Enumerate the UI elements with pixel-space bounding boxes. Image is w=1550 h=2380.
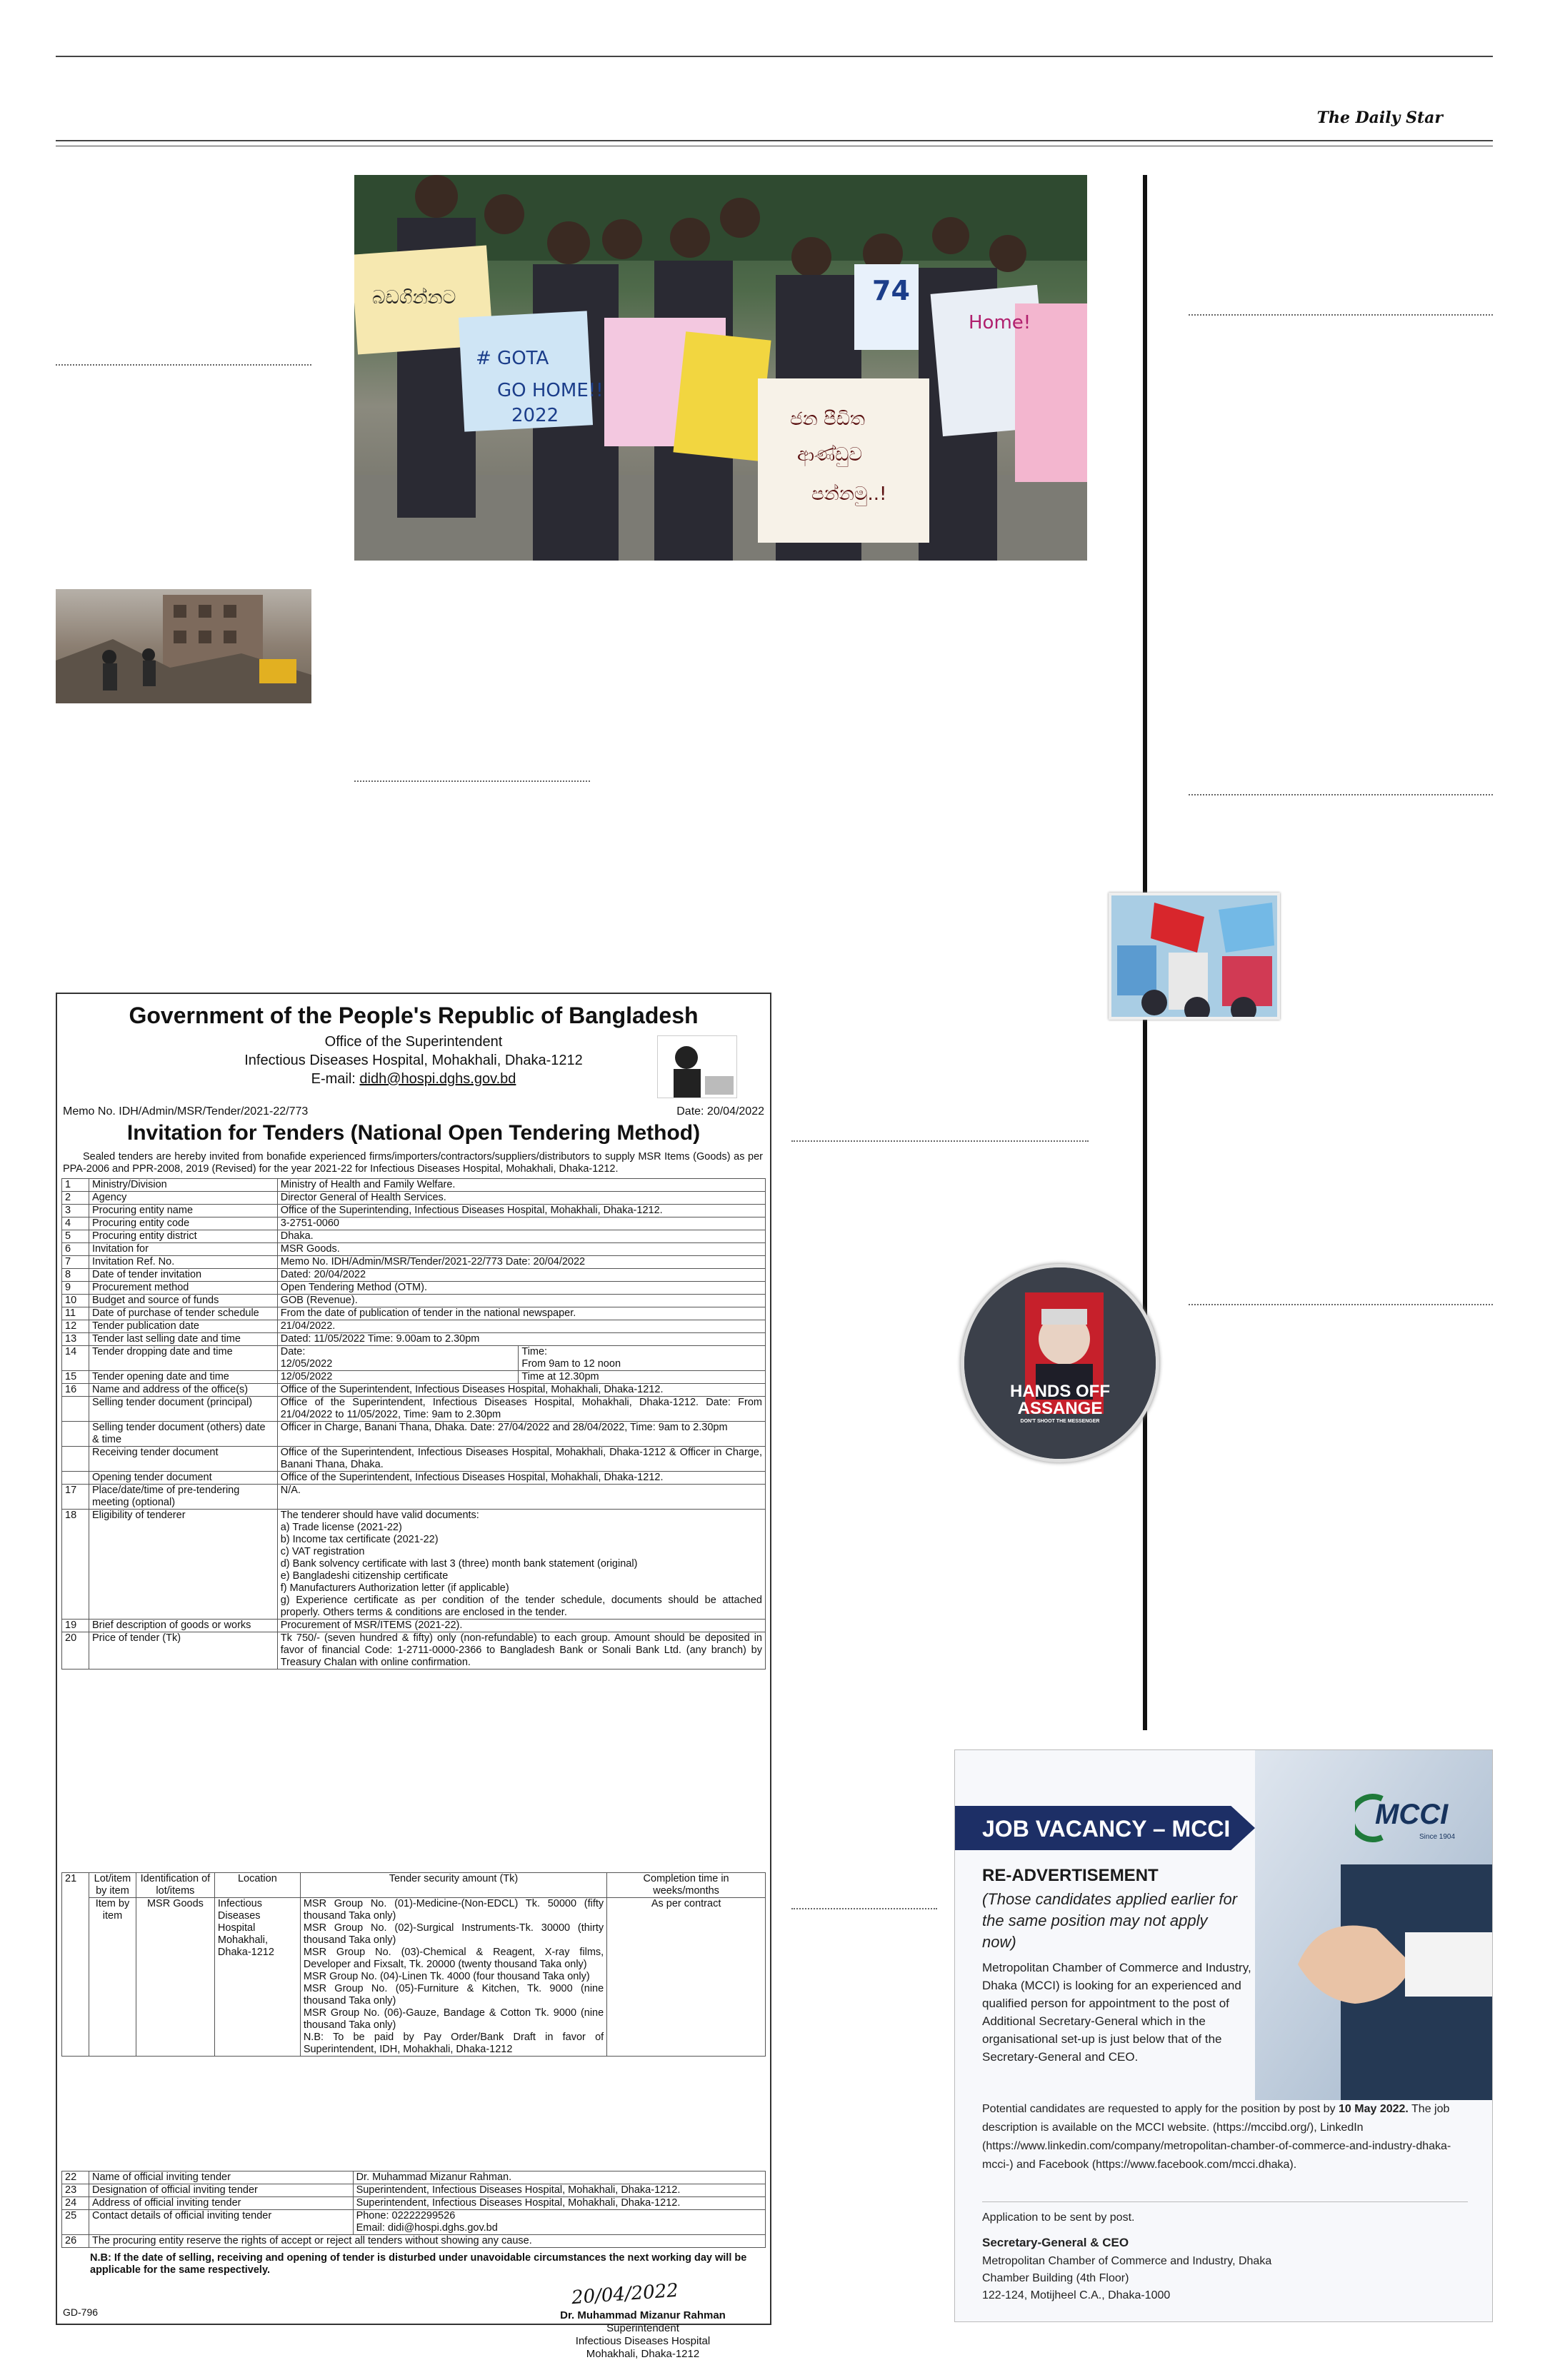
tender-table [61, 1178, 766, 1669]
placard-text: 2022 [511, 405, 559, 426]
apply-to: Secretary-General & CEO [982, 2236, 1129, 2249]
cell-label: Opening tender document [89, 1472, 277, 1485]
mcci-logo-text: MCCI [1375, 1799, 1449, 1830]
table-row [62, 1243, 766, 1256]
flags-photo [1109, 893, 1280, 1020]
tender-title: Invitation for Tenders (National Open Tendering Method) [126, 1121, 701, 1145]
col-header: Identification of lot/items [136, 1873, 214, 1898]
tender-hospital: Infectious Diseases Hospital, Mohakhali, Dhaka-1212 [244, 1053, 583, 1068]
security-line: MSR Group No. (04)-Linen Tk. 4000 (four thousand Taka only) [303, 1971, 590, 1982]
cell-label: Invitation for [89, 1243, 277, 1256]
table-row [62, 1320, 766, 1333]
tender-security-table [61, 1872, 766, 2057]
cell-no: 26 [62, 2235, 89, 2248]
table-row [62, 1230, 766, 1243]
cell-label: Date of tender invitation [89, 1269, 277, 1282]
cell-no: 11 [62, 1307, 89, 1320]
cell-value: Dated: 11/05/2022 Time: 9.00am to 2.30pm [277, 1333, 765, 1346]
eligibility-line: a) Trade license (2021-22) [280, 1522, 402, 1533]
table-row [62, 2197, 766, 2210]
cell-value: Office of the Superintending, Infectious Diseases Hospital, Mohakhali, Dhaka-1212. [277, 1205, 765, 1217]
job-vacancy-ad [954, 1749, 1493, 2322]
mcci-since: Since 1904 [1419, 1833, 1456, 1841]
cell-value: Time at 12.30pm [519, 1371, 766, 1384]
cell-no: 10 [62, 1295, 89, 1307]
tender-official-table [61, 2171, 766, 2248]
table-row [62, 1485, 766, 1510]
table-row [62, 2210, 766, 2235]
cell-no: 8 [62, 1269, 89, 1282]
eligibility-line: f) Manufacturers Authorization letter (if applicable) [280, 1582, 509, 1594]
cell-value: Officer in Charge, Banani Thana, Dhaka. Date: 27/04/2022 and 28/04/2022, Time: 9am to 2.30pm [277, 1422, 765, 1447]
cell-value: Office of the Superintendent, Infectious Diseases Hospital, Mohakhali, Dhaka-1212. [277, 1472, 765, 1485]
cell-value [277, 1510, 765, 1620]
cell-no: 21 [62, 1873, 89, 2057]
cell-label: Place/date/time of pre-tendering meeting (optional) [89, 1485, 277, 1510]
cell-label: Contact details of official inviting tender [89, 2210, 353, 2235]
table-row [62, 1346, 766, 1371]
cell-no: 22 [62, 2171, 89, 2184]
table-row [62, 1192, 766, 1205]
time-heading: Time: [521, 1346, 548, 1357]
table-row [62, 1384, 766, 1397]
placard-text: ජන පීඩිත [790, 408, 865, 430]
cell-label: Budget and source of funds [89, 1295, 277, 1307]
cell-value: Ministry of Health and Family Welfare. [277, 1179, 765, 1192]
cell-no: 24 [62, 2197, 89, 2210]
cell-label: Selling tender document (principal) [89, 1397, 277, 1422]
cell-label: Address of official inviting tender [89, 2197, 353, 2210]
badge-line-1: HANDS OFF [1010, 1382, 1110, 1401]
table-row [62, 1307, 766, 1320]
cell-label: Tender publication date [89, 1320, 277, 1333]
cell-value: Open Tendering Method (OTM). [277, 1282, 765, 1295]
table-row [62, 1510, 766, 1620]
table-row [62, 1472, 766, 1485]
cell-no [62, 1447, 89, 1472]
table-row [62, 1217, 766, 1230]
cell-value: From the date of publication of tender in the national newspaper. [277, 1307, 765, 1320]
separator [1189, 314, 1493, 316]
memo-number: Memo No. IDH/Admin/MSR/Tender/2021-22/773 [63, 1105, 309, 1118]
separator [56, 364, 311, 366]
col-header: Lot/item by item [89, 1873, 136, 1898]
apply-text-2: The job description is available on the MCCI website. (https://mccibd.org/), LinkedIn (https://www.linkedin.com/company/metropolitan-chamber-of-commerce-and-industry-dhaka-mcci-) and Facebook (https://www.facebook.com/mcci.dhaka). [982, 2103, 1451, 2171]
tender-notice [56, 993, 771, 2360]
cell-value: Tk 750/- (seven hundred & fifty) only (non-refundable) to each group. Amount should be deposited in favor of financial Code: 1-2711-0000-2366 to Bangladesh Bank or Sonali Bank Ltd. (any branch) by Treasury Chalan with online confirmation. [277, 1632, 765, 1669]
vacancy-body: Metropolitan Chamber of Commerce and Industry, Dhaka (MCCI) is looking for an experienced and qualified person for appointment to the post of Additional Secretary-General which in the organisational set-up is just below that of the Secretary-General and CEO. [982, 1961, 1251, 2064]
protest-photo [354, 175, 1087, 561]
cell-label: Selling tender document (others) date & time [89, 1422, 277, 1447]
cell-value: Director General of Health Services. [277, 1192, 765, 1205]
cell-value: 12/05/2022 [277, 1371, 519, 1384]
table-row [62, 1447, 766, 1472]
mcci-logo [1355, 1793, 1462, 1843]
cell-value: Office of the Superintendent, Infectious Diseases Hospital, Mohakhali, Dhaka-1212 & Officer in Charge, Banani Thana, Dhaka. [277, 1447, 765, 1472]
top-rule [56, 56, 1493, 57]
ad-code: GD-796 [63, 2306, 99, 2318]
table-row [62, 2184, 766, 2197]
header-rule-1 [56, 140, 1493, 141]
cell-no: 19 [62, 1620, 89, 1632]
tender-note: N.B: If the date of selling, receiving and opening of tender is disturbed under unavoidable circumstances the next working day will be applicable for the same respectively. [90, 2252, 747, 2276]
badge-line-3: DON'T SHOOT THE MESSENGER [1020, 1419, 1100, 1424]
tender-office: Office of the Superintendent [324, 1034, 503, 1050]
signatory-block [521, 2309, 764, 2361]
cell-value: Procurement of MSR/ITEMS (2021-22). [277, 1620, 765, 1632]
completion-cell: As per contract [607, 1898, 766, 2057]
cell-value: GOB (Revenue). [277, 1295, 765, 1307]
eligibility-line: b) Income tax certificate (2021-22) [280, 1534, 439, 1545]
placard-text: # GOTA [476, 348, 549, 369]
masthead-logo: The Daily Star [1316, 109, 1443, 127]
cell-no: 23 [62, 2184, 89, 2197]
placard-text: පන්නමු..! [811, 483, 887, 505]
eligibility-line: e) Bangladeshi citizenship certificate [280, 1570, 449, 1582]
table-row [62, 1179, 766, 1192]
cell-label: Procuring entity name [89, 1205, 277, 1217]
cell-no: 5 [62, 1230, 89, 1243]
cell-no [62, 1397, 89, 1422]
table-row [62, 1269, 766, 1282]
address-line: 122-124, Motijheel C.A., Dhaka-1000 [982, 2289, 1171, 2301]
cell-no [62, 1422, 89, 1447]
separator [791, 1908, 937, 1909]
apply-send: Application to be sent by post. [982, 2211, 1135, 2224]
cell-label: Date of purchase of tender schedule [89, 1307, 277, 1320]
table-row [62, 1333, 766, 1346]
email-label: E-mail: [311, 1071, 356, 1087]
cell-no: 4 [62, 1217, 89, 1230]
cell-no: 14 [62, 1346, 89, 1371]
cell-label: Brief description of goods or works [89, 1620, 277, 1632]
table-row [62, 1397, 766, 1422]
cell-label: Tender opening date and time [89, 1371, 277, 1384]
placard-text: බඩගින්නට [372, 287, 456, 308]
contact-phone: Phone: 02222299526 [356, 2210, 456, 2221]
table-row [62, 2171, 766, 2184]
cell-label: Name of official inviting tender [89, 2171, 353, 2184]
table-row [62, 1371, 766, 1384]
apply-divider [982, 2201, 1468, 2202]
assange-photo [961, 1264, 1159, 1462]
signatory-line: Dr. Muhammad Mizanur Rahman [560, 2309, 726, 2321]
cell-no: 25 [62, 2210, 89, 2235]
tender-email[interactable]: didh@hospi.dghs.gov.bd [359, 1071, 516, 1087]
cell-value [277, 1346, 519, 1371]
table-row [62, 1295, 766, 1307]
cell-value: Dr. Muhammad Mizanur Rahman. [353, 2171, 765, 2184]
col-header: Location [214, 1873, 300, 1898]
eligibility-line: c) VAT registration [280, 1546, 365, 1557]
cell-label: Receiving tender document [89, 1447, 277, 1472]
separator [791, 1140, 1089, 1142]
cell-label: Invitation Ref. No. [89, 1256, 277, 1269]
security-line: MSR Group No. (02)-Surgical Instruments-Tk. 30000 (thirty thousand Taka only) [303, 1922, 604, 1946]
cell-no: 9 [62, 1282, 89, 1295]
security-line: MSR Group No. (03)-Chemical & Reagent, X-ray films, Developer and Fixsalt, Tk. 20000 (twenty thousand Taka only) [303, 1947, 604, 1970]
cell-label: Tender last selling date and time [89, 1333, 277, 1346]
cell-value: Superintendent, Infectious Diseases Hospital, Mohakhali, Dhaka-1212. [353, 2184, 765, 2197]
cell-value [519, 1346, 766, 1371]
table-row [62, 1422, 766, 1447]
drop-date: 12/05/2022 [280, 1358, 333, 1370]
table-row [62, 1256, 766, 1269]
separator [1189, 794, 1493, 795]
memo-date: Date: 20/04/2022 [676, 1105, 764, 1118]
rubble-photo [56, 589, 311, 703]
cell-value: Office of the Superintendent, Infectious Diseases Hospital, Mohakhali, Dhaka-1212. Date: From 21/04/2022 to 11/05/2022, Time: 9am to 2.30pm [277, 1397, 765, 1422]
cell-value: Office of the Superintendent, Infectious Diseases Hospital, Mohakhali, Dhaka-1212. [277, 1384, 765, 1397]
table-row [62, 1632, 766, 1669]
address-line: Metropolitan Chamber of Commerce and Industry, Dhaka [982, 2255, 1272, 2267]
eligibility-line: The tenderer should have valid documents: [280, 1510, 479, 1521]
cell-label: Ministry/Division [89, 1179, 277, 1192]
security-line: MSR Group No. (01)-Medicine-(Non-EDCL) Tk. 50000 (fifty thousand Taka only) [303, 1898, 604, 1922]
table-row [62, 1205, 766, 1217]
cell-no: 16 [62, 1384, 89, 1397]
cell-no: 2 [62, 1192, 89, 1205]
cell-no: 15 [62, 1371, 89, 1384]
cell-no: 3 [62, 1205, 89, 1217]
table-row [62, 1873, 766, 1898]
security-line: MSR Group No. (05)-Furniture & Kitchen, Tk. 9000 (nine thousand Taka only) [303, 1983, 604, 2007]
date-heading: Date: [280, 1346, 306, 1357]
cell-no: 17 [62, 1485, 89, 1510]
cell-label: Agency [89, 1192, 277, 1205]
cell-label: Procurement method [89, 1282, 277, 1295]
table-row [62, 1620, 766, 1632]
col-header: Completion time in weeks/months [607, 1873, 766, 1898]
table-row [62, 1898, 766, 2057]
vacancy-italic-note: (Those candidates applied earlier for the same position may not apply now) [982, 1890, 1238, 1951]
address-line: Chamber Building (4th Floor) [982, 2272, 1129, 2284]
location-cell: Infectious Diseases Hospital Mohakhali, Dhaka-1212 [214, 1898, 300, 2057]
cell-value: Dhaka. [277, 1230, 765, 1243]
cell-label: Name and address of the office(s) [89, 1384, 277, 1397]
cell-no: 1 [62, 1179, 89, 1192]
apply-address [982, 2253, 1271, 2304]
cell-no: 20 [62, 1632, 89, 1669]
cell-label: Eligibility of tenderer [89, 1510, 277, 1620]
eligibility-line: g) Experience certificate as per condition of the tender schedule, documents should be attached properly. Others terms & conditions are enclosed in the tender. [280, 1595, 762, 1618]
table-row [62, 1282, 766, 1295]
cell-no: 18 [62, 1510, 89, 1620]
cell-value: MSR Goods. [277, 1243, 765, 1256]
cell-no: 6 [62, 1243, 89, 1256]
security-line: N.B: To be paid by Pay Order/Bank Draft in favor of Superintendent, IDH, Mohakhali, Dhaka-1212 [303, 2032, 604, 2055]
vacancy-title: JOB VACANCY – MCCI [982, 1816, 1231, 1842]
separator [354, 780, 590, 782]
cell-label: Procuring entity code [89, 1217, 277, 1230]
apply-deadline: 10 May 2022. [1339, 2103, 1409, 2115]
separator [1189, 1304, 1493, 1305]
ident-cell: MSR Goods [136, 1898, 214, 2057]
cell-value: The procuring entity reserve the rights of accept or reject all tenders without showing any cause. [89, 2235, 765, 2248]
tender-heading: Government of the People's Republic of Bangladesh [129, 1003, 699, 1028]
cell-value: 21/04/2022. [277, 1320, 765, 1333]
cell-value: Superintendent, Infectious Diseases Hospital, Mohakhali, Dhaka-1212. [353, 2197, 765, 2210]
signatory-line: Superintendent [606, 2322, 679, 2334]
cell-label: Designation of official inviting tender [89, 2184, 353, 2197]
security-cell [300, 1898, 606, 2057]
placard-text: Home! [969, 312, 1031, 333]
contact-email[interactable]: Email: didi@hospi.dghs.gov.bd [356, 2222, 498, 2234]
cell-no: 12 [62, 1320, 89, 1333]
placard-text: 74 [872, 275, 910, 306]
tender-intro: Sealed tenders are hereby invited from bonafide experienced firms/importers/contractors/suppliers/distributors to supply MSR Items (Goods) as per PPA-2006 and PPR-2008, 2019 (Revised) for the year 2021-22 for Infectious Diseases Hospital, Mohakhali, Dhaka-1212. [63, 1151, 763, 1175]
cell-label: Procuring entity district [89, 1230, 277, 1243]
cell-value: Memo No. IDH/Admin/MSR/Tender/2021-22/773 Date: 20/04/2022 [277, 1256, 765, 1269]
cell-label: Tender dropping date and time [89, 1346, 277, 1371]
col-header: Tender security amount (Tk) [300, 1873, 606, 1898]
apply-text-1: Potential candidates are requested to apply for the position by post by [982, 2103, 1336, 2115]
vacancy-heading: RE-ADVERTISEMENT [982, 1866, 1159, 1885]
cell-value [353, 2210, 765, 2235]
cell-no: 13 [62, 1333, 89, 1346]
cell-value: 3-2751-0060 [277, 1217, 765, 1230]
lot-cell: Item by item [89, 1898, 136, 2057]
cell-no: 7 [62, 1256, 89, 1269]
cell-no [62, 1472, 89, 1485]
signatory-line: Infectious Diseases Hospital [575, 2335, 711, 2347]
cell-value: N/A. [277, 1485, 765, 1510]
cell-label: Price of tender (Tk) [89, 1632, 277, 1669]
badge-line-2: ASSANGE [1017, 1399, 1103, 1418]
placard-text: GO HOME!! [497, 380, 604, 401]
emblem-portrait [657, 1035, 737, 1098]
signatory-line: Mohakhali, Dhaka-1212 [586, 2348, 700, 2360]
signature-handwriting: 20/04/2022 [571, 2279, 679, 2309]
cell-value: Dated: 20/04/2022 [277, 1269, 765, 1282]
table-row [62, 2235, 766, 2248]
security-line: MSR Group No. (06)-Gauze, Bandage & Cotton Tk. 9000 (nine thousand Taka only) [303, 2007, 604, 2031]
vacancy-apply [982, 2100, 1468, 2174]
drop-time: From 9am to 12 noon [521, 1358, 621, 1370]
eligibility-line: d) Bank solvency certificate with last 3 (three) month bank statement (original) [280, 1558, 638, 1570]
placard-text: ආණ්ඩුව [797, 444, 863, 466]
